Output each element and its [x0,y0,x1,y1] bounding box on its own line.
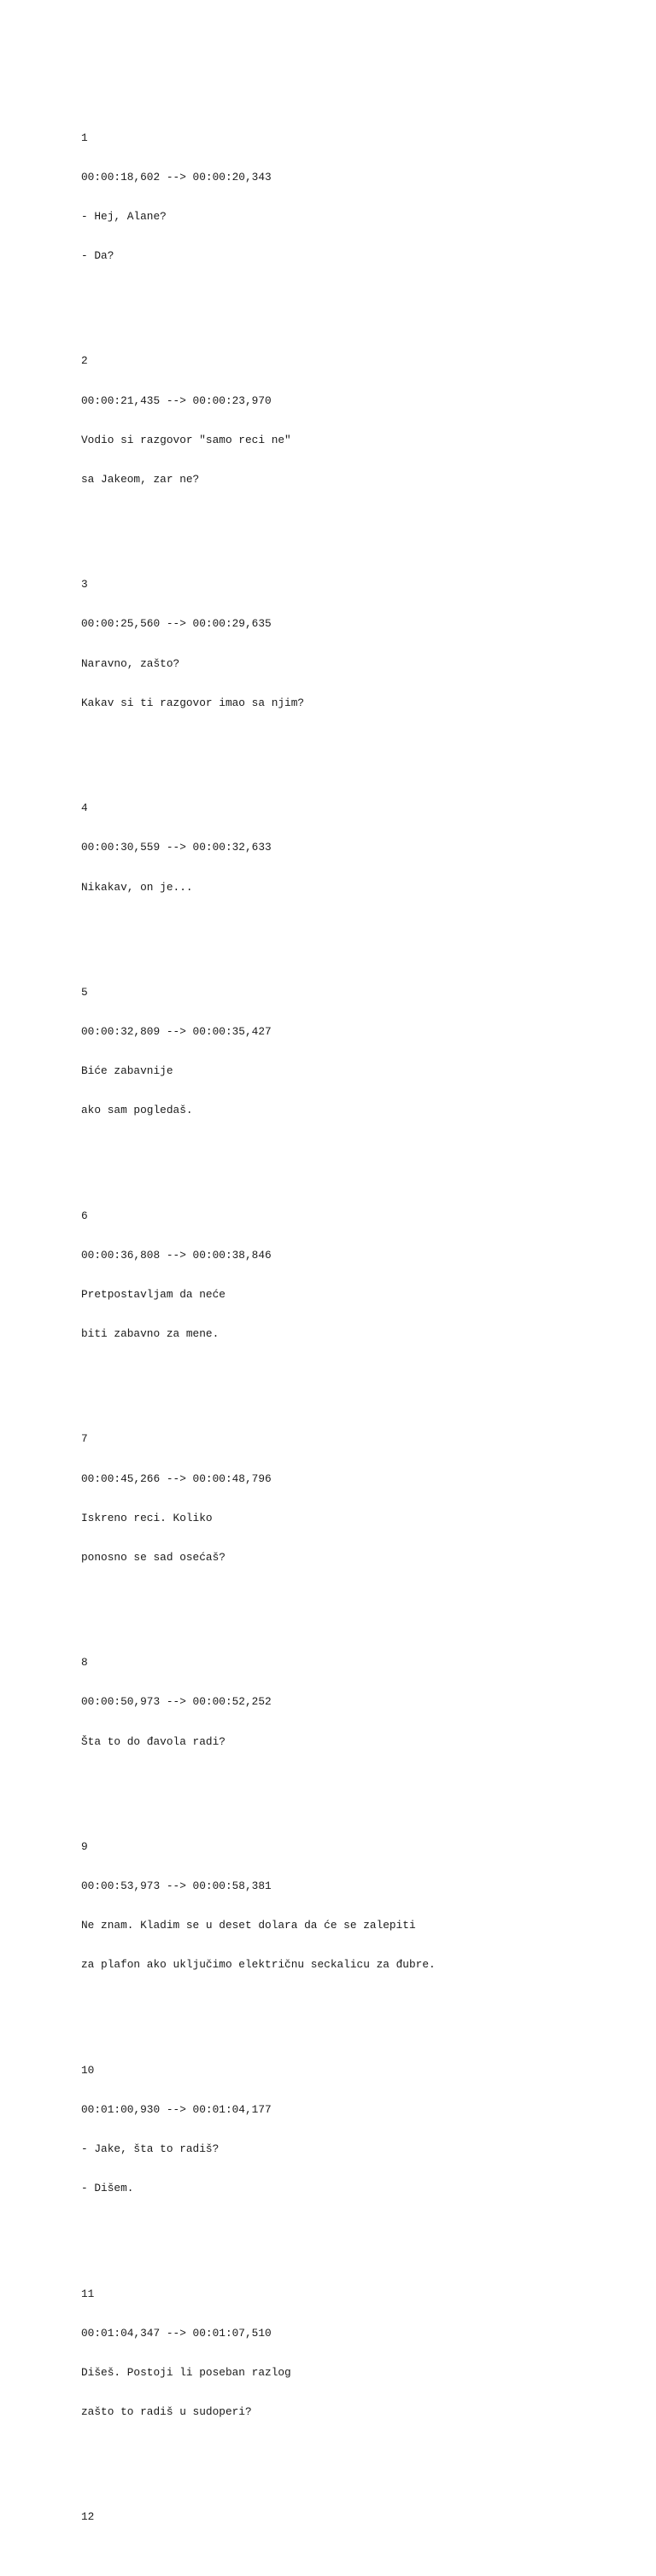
cue-timestamp: 00:01:00,930 --> 00:01:04,177 [81,2102,272,2116]
cue-timestamp: 00:00:36,808 --> 00:00:38,846 [81,1248,272,1262]
cue-text-line: - Jake, šta to radiš? [81,2142,220,2156]
cue-timestamp: 00:00:21,435 --> 00:00:23,970 [81,393,272,407]
cue-text-line: Vodio si razgovor "samo reci ne" [81,433,291,446]
cue-text-line: Nikakav, on je... [81,880,193,894]
cue-timestamp: 00:01:04,347 --> 00:01:07,510 [81,2326,272,2340]
subtitle-cue-7 [81,1407,628,1591]
cue-timestamp: 00:00:32,809 --> 00:00:35,427 [81,1024,272,1038]
cue-text-line: ponosno se sad osećaš? [81,1551,226,1564]
cue-timestamp: 00:00:45,266 --> 00:00:48,796 [81,1472,272,1485]
cue-text-line: - Hej, Alane? [81,210,167,224]
cue-text-line: Šta to do đavola radi? [81,1734,226,1748]
cue-index: 5 [81,985,88,999]
cue-index: 8 [81,1656,88,1670]
cue-index: 2 [81,354,88,368]
cue-timestamp: 00:00:30,559 --> 00:00:32,633 [81,841,272,854]
cue-text-line: Pretpostavljam da neće [81,1287,226,1301]
subtitle-cue-1 [81,105,628,289]
subtitle-document [81,79,628,2576]
cue-index: 4 [81,801,88,815]
subtitle-cue-11 [81,2261,628,2445]
subtitle-cue-3 [81,551,628,736]
cue-timestamp: 00:00:25,560 --> 00:00:29,635 [81,617,272,631]
subtitle-cue-5 [81,959,628,1144]
cue-index: 6 [81,1209,88,1222]
cue-text-line: Naravno, zašto? [81,656,180,670]
cue-text-line: Ne znam. Kladim se u deset dolara da će se zalepiti [81,1919,416,1932]
cue-index: 10 [81,2063,95,2077]
cue-text-line: zašto to radiš u sudoperi? [81,2405,252,2419]
cue-timestamp: 00:00:18,602 --> 00:00:20,343 [81,170,272,184]
cue-text-line: - Dišem. [81,2182,134,2195]
subtitle-cue-10 [81,2037,628,2222]
subtitle-cue-2 [81,329,628,513]
cue-timestamp: 00:00:53,973 --> 00:00:58,381 [81,1880,272,1893]
cue-index: 3 [81,578,88,592]
cue-text-line: Biće zabavnije [81,1064,173,1078]
subtitle-cue-4 [81,775,628,919]
cue-text-line: Kakav si ti razgovor imao sa njim? [81,696,305,709]
cue-index: 1 [81,131,88,144]
cue-text-line: biti zabavno za mene. [81,1327,220,1341]
subtitle-cue-12 [81,2485,628,2550]
cue-index: 11 [81,2287,95,2300]
cue-text-line: Dišeš. Postoji li poseban razlog [81,2365,291,2379]
subtitle-cue-9 [81,1814,628,1998]
cue-text-line: sa Jakeom, zar ne? [81,473,200,487]
cue-index: 7 [81,1432,88,1446]
cue-text-line: ako sam pogledaš. [81,1104,193,1117]
cue-text-line: za plafon ako uključimo električnu seckalicu za đubre. [81,1958,436,1972]
subtitle-cue-8 [81,1629,628,1774]
cue-index: 12 [81,2510,95,2524]
cue-index: 9 [81,1839,88,1853]
subtitle-cue-6 [81,1183,628,1367]
cue-text-line: - Da? [81,249,114,263]
cue-text-line: Iskreno reci. Koliko [81,1511,213,1524]
cue-timestamp: 00:00:50,973 --> 00:00:52,252 [81,1695,272,1709]
